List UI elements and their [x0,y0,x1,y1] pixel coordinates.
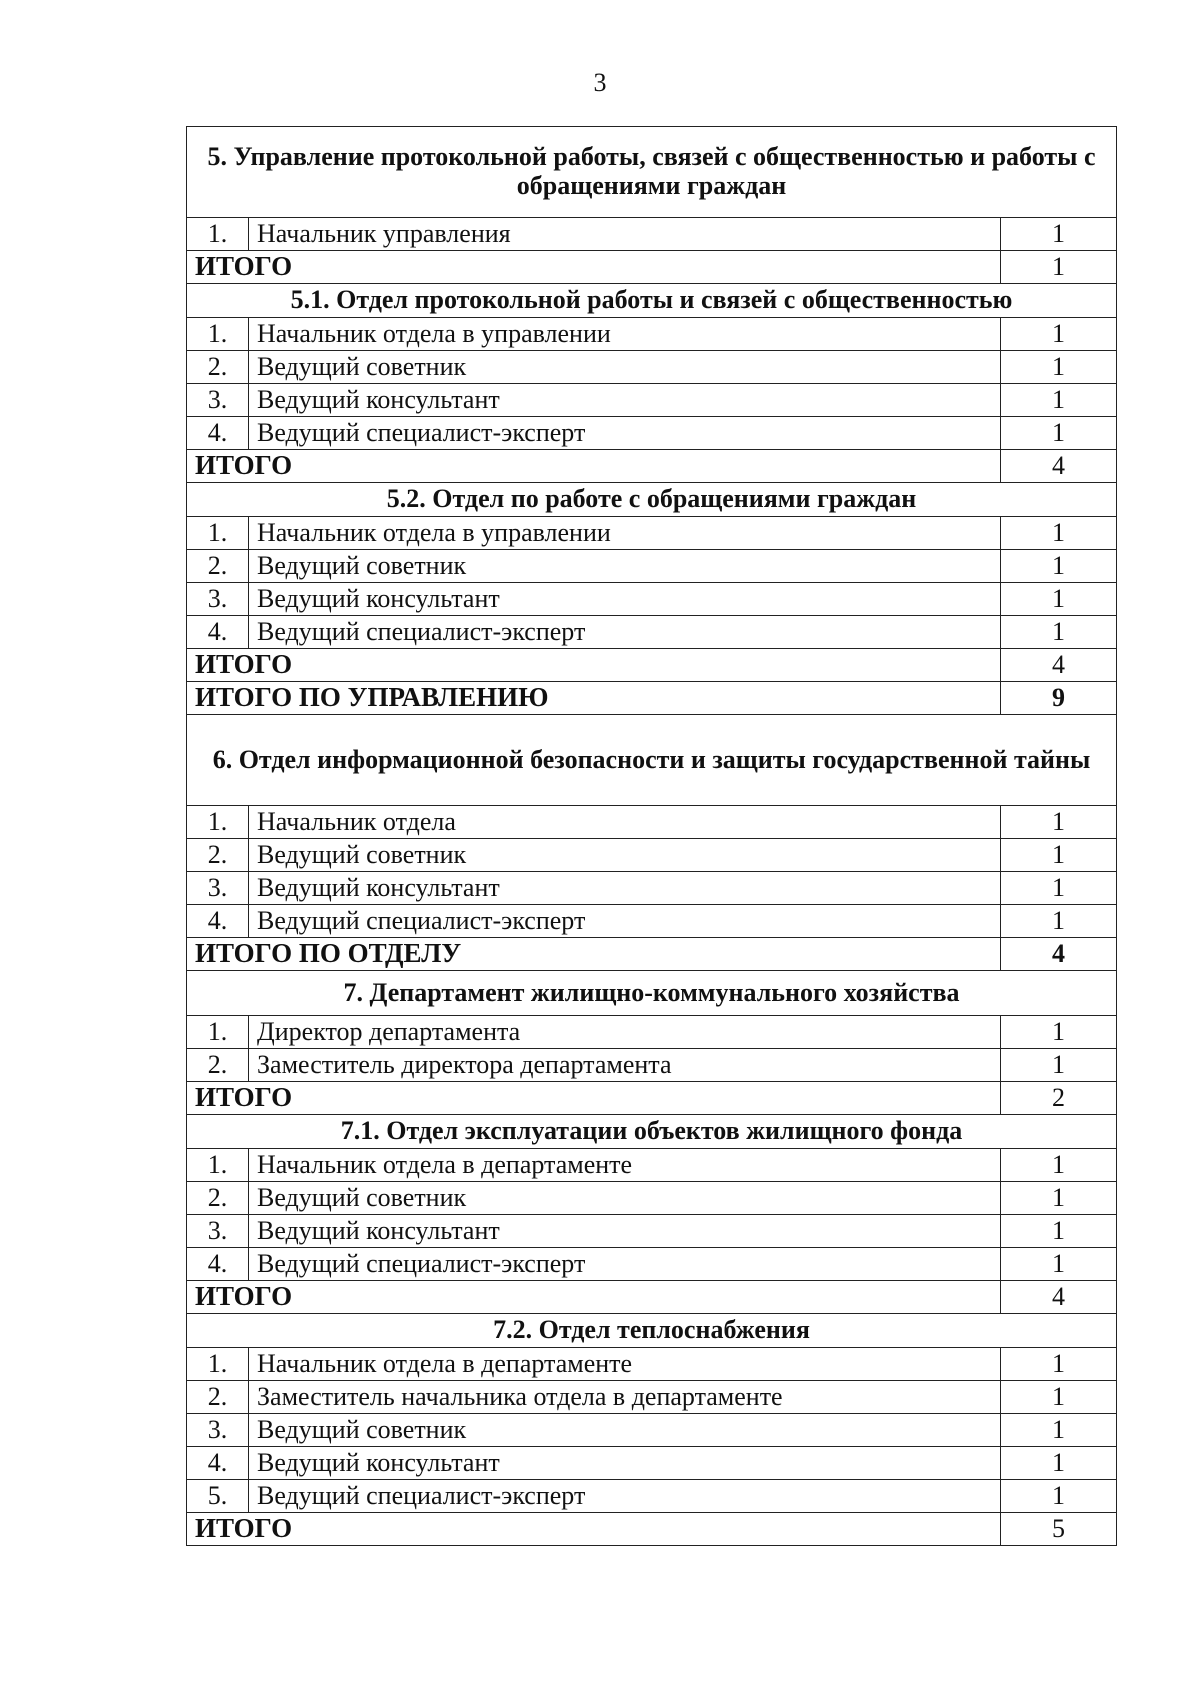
total-label: ИТОГО [187,1513,1001,1546]
position-name: Начальник отдела в департаменте [249,1149,1001,1182]
total-row [187,682,1117,715]
table-row [187,1480,1117,1513]
table-row [187,872,1117,905]
position-quantity: 1 [1001,1447,1117,1480]
row-number: 3. [187,1215,249,1248]
row-number: 4. [187,1248,249,1281]
position-quantity: 1 [1001,1248,1117,1281]
position-quantity: 1 [1001,1381,1117,1414]
total-label: ИТОГО [187,251,1001,284]
table-row [187,905,1117,938]
position-quantity: 1 [1001,417,1117,450]
row-number: 2. [187,839,249,872]
row-number: 1. [187,1348,249,1381]
position-quantity: 1 [1001,1016,1117,1049]
position-name: Заместитель начальника отдела в департаменте [249,1381,1001,1414]
position-quantity: 1 [1001,384,1117,417]
position-quantity: 1 [1001,1182,1117,1215]
row-number: 3. [187,384,249,417]
position-name: Начальник отдела в управлении [249,318,1001,351]
section-header-row [187,715,1117,806]
position-quantity: 1 [1001,583,1117,616]
section-title: 5.1. Отдел протокольной работы и связей с общественностью [187,284,1117,318]
row-number: 5. [187,1480,249,1513]
row-number: 4. [187,417,249,450]
row-number: 1. [187,806,249,839]
position-quantity: 1 [1001,616,1117,649]
total-row [187,1082,1117,1115]
position-quantity: 1 [1001,550,1117,583]
total-row [187,938,1117,971]
table-row [187,351,1117,384]
position-name: Ведущий специалист-эксперт [249,905,1001,938]
staffing-table [186,126,1117,1546]
table-row [187,417,1117,450]
table-row [187,1348,1117,1381]
total-quantity: 4 [1001,649,1117,682]
total-label: ИТОГО [187,1082,1001,1115]
total-label: ИТОГО [187,450,1001,483]
position-name: Ведущий консультант [249,1215,1001,1248]
position-name: Ведущий советник [249,550,1001,583]
table-row [187,1215,1117,1248]
table-row [187,1182,1117,1215]
total-quantity: 2 [1001,1082,1117,1115]
section-title: 7.2. Отдел теплоснабжения [187,1314,1117,1348]
position-quantity: 1 [1001,318,1117,351]
position-quantity: 1 [1001,1215,1117,1248]
position-name: Ведущий советник [249,1182,1001,1215]
total-quantity: 9 [1001,682,1117,715]
table-row [187,1381,1117,1414]
position-name: Ведущий советник [249,1414,1001,1447]
total-label: ИТОГО [187,1281,1001,1314]
row-number: 1. [187,1016,249,1049]
total-row [187,1281,1117,1314]
total-quantity: 4 [1001,1281,1117,1314]
table-row [187,583,1117,616]
table-row [187,616,1117,649]
staffing-table-body [187,127,1117,1546]
position-quantity: 1 [1001,1480,1117,1513]
section-header-row [187,284,1117,318]
section-title: 7.1. Отдел эксплуатации объектов жилищного фонда [187,1115,1117,1149]
section-title: 5. Управление протокольной работы, связей с общественностью и работы с обращениями граждан [187,127,1117,218]
table-row [187,839,1117,872]
table-row [187,1414,1117,1447]
position-name: Ведущий специалист-эксперт [249,1480,1001,1513]
position-name: Начальник управления [249,218,1001,251]
table-row [187,1149,1117,1182]
position-name: Начальник отдела [249,806,1001,839]
table-row [187,218,1117,251]
position-name: Начальник отдела в управлении [249,517,1001,550]
row-number: 2. [187,1049,249,1082]
position-name: Ведущий специалист-эксперт [249,1248,1001,1281]
row-number: 2. [187,1182,249,1215]
table-row [187,1049,1117,1082]
position-quantity: 1 [1001,218,1117,251]
position-name: Ведущий советник [249,839,1001,872]
row-number: 4. [187,616,249,649]
table-row [187,318,1117,351]
position-quantity: 1 [1001,905,1117,938]
position-name: Ведущий консультант [249,384,1001,417]
row-number: 1. [187,1149,249,1182]
section-header-row [187,127,1117,218]
section-title: 6. Отдел информационной безопасности и защиты государственной тайны [187,715,1117,806]
section-header-row [187,483,1117,517]
position-name: Ведущий консультант [249,1447,1001,1480]
row-number: 1. [187,318,249,351]
section-header-row [187,1115,1117,1149]
total-row [187,450,1117,483]
row-number: 3. [187,872,249,905]
table-row [187,1447,1117,1480]
position-name: Директор департамента [249,1016,1001,1049]
total-row [187,649,1117,682]
total-quantity: 1 [1001,251,1117,284]
position-quantity: 1 [1001,1414,1117,1447]
total-quantity: 4 [1001,938,1117,971]
total-label: ИТОГО [187,649,1001,682]
table-row [187,384,1117,417]
position-quantity: 1 [1001,517,1117,550]
total-label: ИТОГО ПО УПРАВЛЕНИЮ [187,682,1001,715]
section-header-row [187,1314,1117,1348]
position-quantity: 1 [1001,351,1117,384]
table-row [187,1248,1117,1281]
row-number: 2. [187,1381,249,1414]
row-number: 1. [187,517,249,550]
section-title: 5.2. Отдел по работе с обращениями граждан [187,483,1117,517]
total-row [187,1513,1117,1546]
section-title: 7. Департамент жилищно-коммунального хозяйства [187,971,1117,1016]
total-row [187,251,1117,284]
position-name: Ведущий советник [249,351,1001,384]
position-quantity: 1 [1001,806,1117,839]
position-quantity: 1 [1001,1348,1117,1381]
page-number: 3 [593,68,607,97]
position-name: Ведущий консультант [249,583,1001,616]
position-name: Ведущий консультант [249,872,1001,905]
row-number: 4. [187,1447,249,1480]
position-name: Ведущий специалист-эксперт [249,417,1001,450]
total-quantity: 5 [1001,1513,1117,1546]
position-quantity: 1 [1001,1149,1117,1182]
total-quantity: 4 [1001,450,1117,483]
position-name: Заместитель директора департамента [249,1049,1001,1082]
table-row [187,806,1117,839]
row-number: 3. [187,583,249,616]
row-number: 4. [187,905,249,938]
row-number: 2. [187,550,249,583]
table-row [187,1016,1117,1049]
row-number: 2. [187,351,249,384]
position-quantity: 1 [1001,839,1117,872]
total-label: ИТОГО ПО ОТДЕЛУ [187,938,1001,971]
row-number: 3. [187,1414,249,1447]
table-row [187,517,1117,550]
section-header-row [187,971,1117,1016]
row-number: 1. [187,218,249,251]
table-row [187,550,1117,583]
position-name: Ведущий специалист-эксперт [249,616,1001,649]
position-quantity: 1 [1001,1049,1117,1082]
position-quantity: 1 [1001,872,1117,905]
position-name: Начальник отдела в департаменте [249,1348,1001,1381]
